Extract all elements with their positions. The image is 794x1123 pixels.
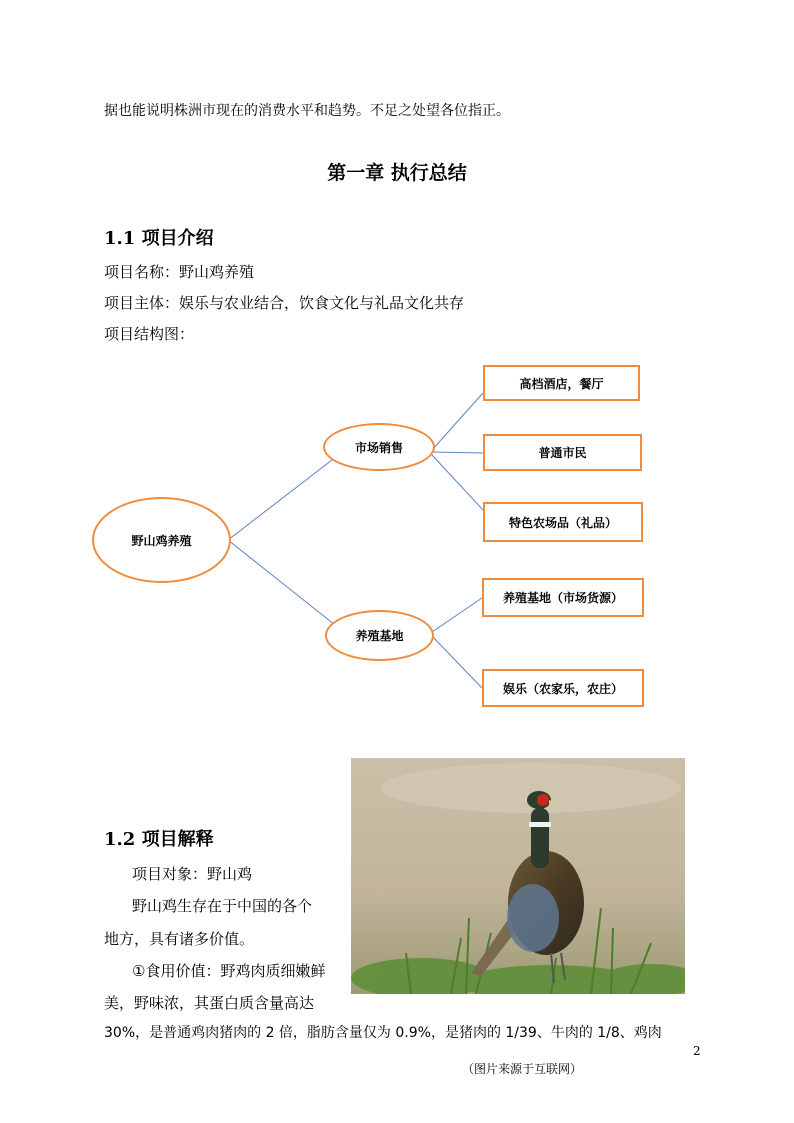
- connector-base-source: [432, 598, 482, 632]
- connector-root-base: [228, 540, 335, 625]
- diagram-leaf-source: 养殖基地（市场货源）: [482, 578, 644, 617]
- section-1-heading: 1.1 项目介绍: [104, 228, 214, 249]
- page-number: 2: [693, 1044, 701, 1058]
- section-2-heading: 1.2 项目解释: [104, 829, 214, 850]
- section-2-line-2: 野山鸡生存在于中国的各个: [132, 897, 313, 915]
- section-2-line-5: 美，野味浓，其蛋白质含量高达: [104, 994, 315, 1012]
- connector-root-sales: [228, 460, 332, 540]
- structure-label-line: 项目结构图：: [104, 325, 195, 343]
- pheasant-photo: [351, 758, 685, 994]
- diagram-node-market-sales: 市场销售: [323, 423, 435, 471]
- diagram-node-breeding-base: 养殖基地: [325, 610, 434, 661]
- section-2-line-1: 项目对象：野山鸡: [132, 865, 253, 883]
- section-2-line-3: 地方，具有诸多价值。: [104, 930, 255, 948]
- connector-sales-hotel: [432, 393, 483, 450]
- project-name-line: 项目名称：野山鸡养殖: [104, 263, 255, 281]
- diagram-root-node: 野山鸡养殖: [92, 497, 231, 583]
- diagram-leaf-entertainment: 娱乐（农家乐，农庄）: [482, 669, 644, 707]
- section-2-full-line: 30%，是普通鸡肉猪肉的 2 倍，脂肪含量仅为 0.9%，是猪肉的 1/39、牛肉的 1/8、鸡肉: [104, 1025, 662, 1041]
- section-2-line-4: ①食用价值：野鸡肉质细嫩鲜: [132, 962, 326, 980]
- project-subject-line: 项目主体：娱乐与农业结合，饮食文化与礼品文化共存: [104, 294, 465, 312]
- connector-sales-gift: [432, 455, 483, 510]
- diagram-leaf-gift: 特色农场品（礼品）: [483, 502, 643, 542]
- diagram-leaf-hotel: 高档酒店，餐厅: [483, 365, 640, 401]
- intro-line: 据也能说明株洲市现在的消费水平和趋势。不足之处望各位指正。: [104, 103, 510, 119]
- chapter-title: 第一章 执行总结: [327, 162, 467, 184]
- image-caption: （图片来源于互联网）: [462, 1062, 583, 1076]
- connector-sales-citizen: [432, 452, 483, 453]
- connector-base-fun: [432, 636, 482, 688]
- diagram-leaf-citizen: 普通市民: [483, 434, 642, 471]
